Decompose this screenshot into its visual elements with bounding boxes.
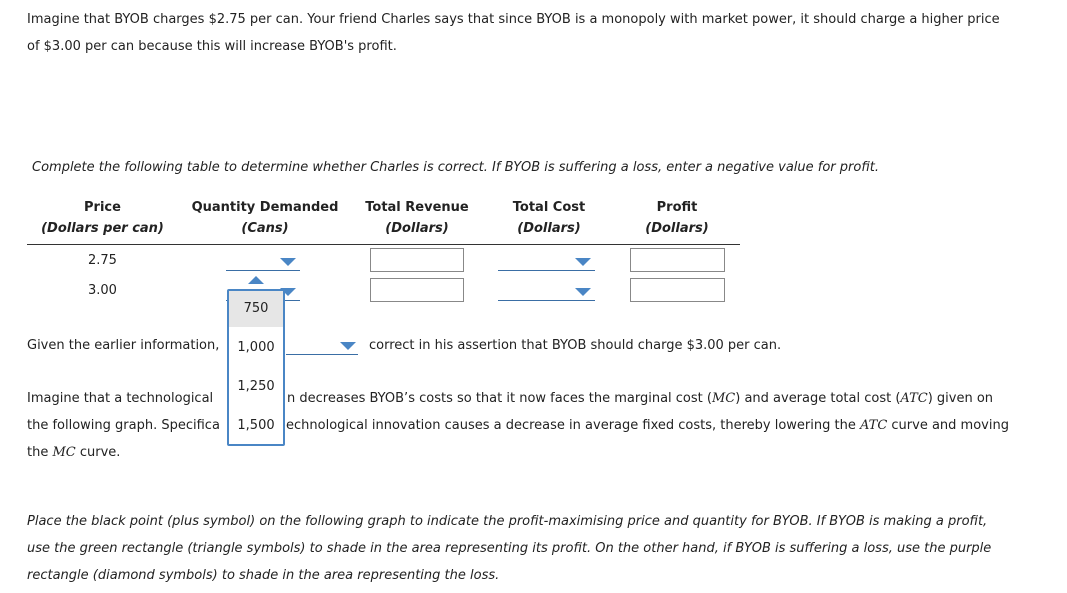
dropdown-option[interactable]: 750 — [229, 291, 283, 327]
intro-line-2: of $3.00 per can because this will increase BYOB's profit. — [27, 39, 397, 54]
assertion-dropdown[interactable] — [286, 337, 358, 355]
tech-line2-start: the following graph. Specifica — [27, 418, 220, 433]
chevron-down-icon — [280, 258, 296, 266]
chevron-down-icon — [575, 288, 591, 296]
chevron-down-icon — [340, 342, 356, 350]
table-instruction: Complete the following table to determine whether Charles is correct. If BYOB is suffering a loss, enter a negative value for profit. — [32, 160, 879, 175]
tech-line2-rest: echnological innovation causes a decrease in average fixed costs, thereby lowering the ATC curve and moving — [286, 418, 1009, 433]
dropdown-option[interactable]: 1,500 — [237, 418, 275, 433]
graph-instruction-line-2: use the green rectangle (triangle symbols) to shade in the area representing its profit. On the other hand, if BYOB is suffering a loss, use the purple — [27, 541, 992, 556]
chevron-up-icon — [248, 276, 264, 284]
header-quantity: Quantity Demanded (Cans) — [191, 200, 339, 236]
header-profit: Profit (Dollars) — [645, 200, 709, 236]
intro-line-1: Imagine that BYOB charges $2.75 per can. Your friend Charles says that since BYOB is a monopoly with market power, it should charge a higher price — [27, 12, 1000, 27]
row1-revenue-input[interactable] — [370, 248, 464, 272]
row2-revenue-input[interactable] — [370, 278, 464, 302]
assertion-before: Given the earlier information, — [27, 338, 220, 353]
assertion-after: correct in his assertion that BYOB should charge $3.00 per can. — [369, 338, 782, 353]
row1-quantity-dropdown[interactable] — [226, 253, 300, 271]
header-divider — [27, 244, 740, 245]
row1-price: 2.75 — [88, 253, 117, 268]
tech-line3: the MC curve. — [27, 445, 121, 460]
graph-instruction-line-1: Place the black point (plus symbol) on the following graph to indicate the profit-maximising price and quantity for BYOB. If BYOB is making a profit, — [27, 514, 988, 529]
graph-instruction — [27, 508, 1057, 589]
dropdown-option[interactable]: 1,000 — [237, 340, 275, 355]
graph-instruction-line-3: rectangle (diamond symbols) to shade in the area representing the loss. — [27, 568, 500, 583]
row2-price: 3.00 — [88, 283, 117, 298]
row1-profit-input[interactable] — [630, 248, 725, 272]
header-price: Price (Dollars per can) — [41, 200, 164, 236]
header-cost: Total Cost (Dollars) — [512, 200, 586, 236]
chevron-down-icon — [575, 258, 591, 266]
row2-cost-dropdown[interactable] — [498, 283, 595, 301]
quantity-dropdown-list[interactable] — [227, 289, 285, 446]
header-revenue: Total Revenue (Dollars) — [365, 200, 469, 236]
tech-line1-rest: n decreases BYOB’s costs so that it now faces the marginal cost (MC) and average total cost (ATC) given on — [287, 391, 994, 406]
row2-profit-input[interactable] — [630, 278, 725, 302]
dropdown-option[interactable]: 1,250 — [237, 379, 275, 394]
row1-cost-dropdown[interactable] — [498, 253, 595, 271]
intro-text — [27, 6, 1057, 60]
tech-line1-start: Imagine that a technological — [27, 391, 214, 406]
